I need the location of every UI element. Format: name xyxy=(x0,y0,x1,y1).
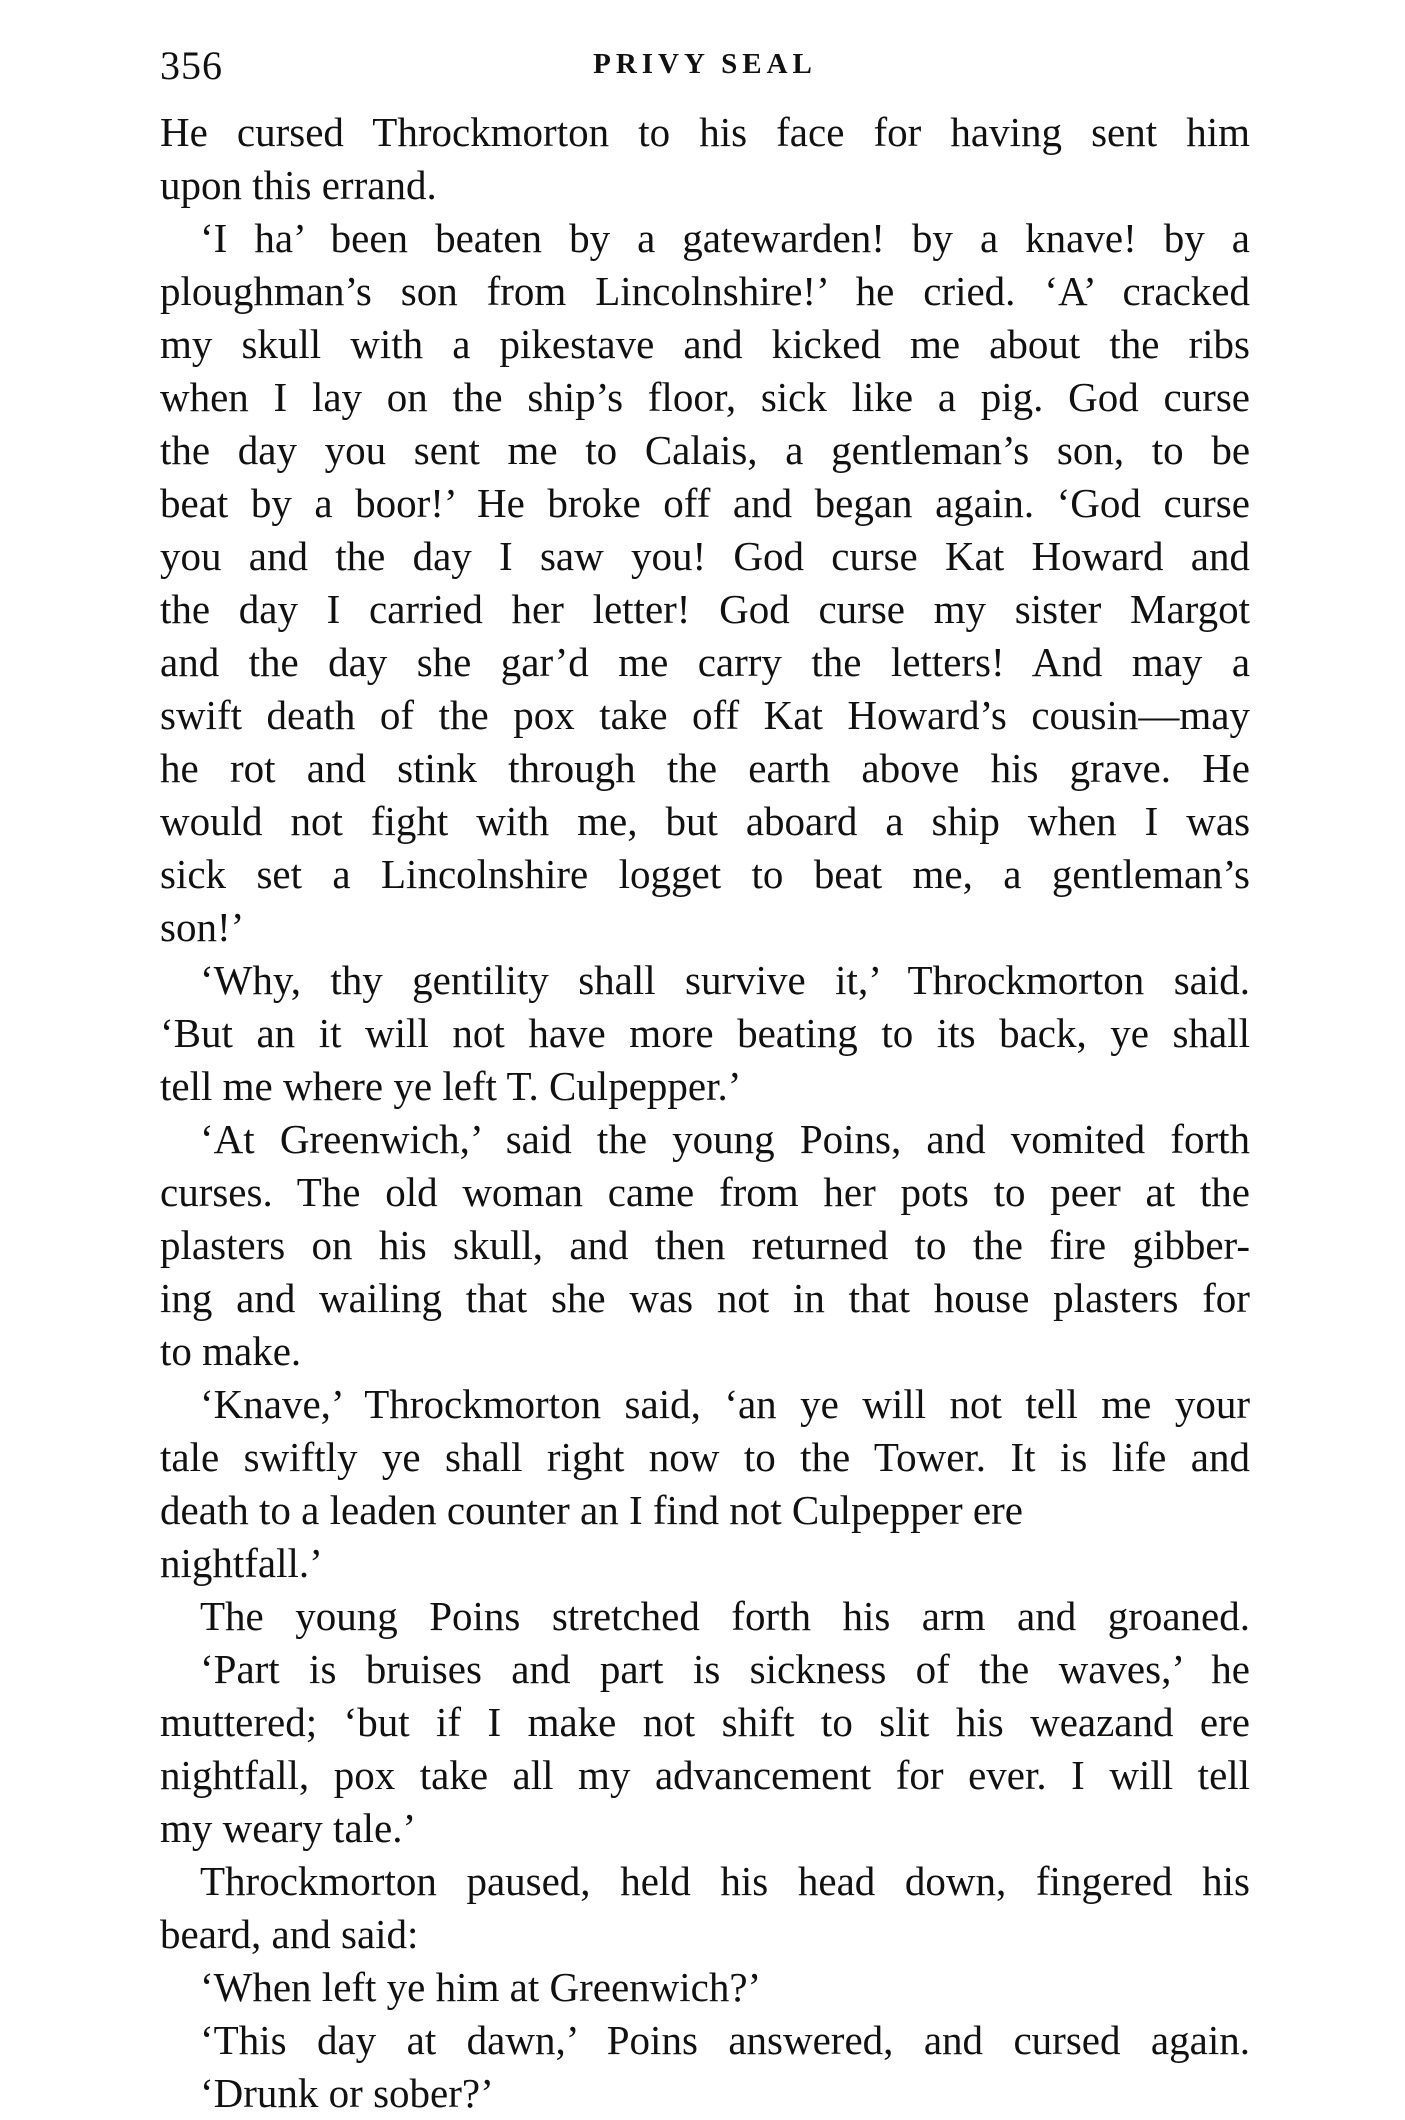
text-line: ing and wailing that she was not in that house plasters for xyxy=(160,1275,1250,1321)
text-line: tell me where ye left T. Culpepper.’ xyxy=(160,1063,742,1109)
paragraph xyxy=(160,1113,1250,1378)
text-line: ‘Part is bruises and part is sickness of the waves,’ he xyxy=(200,1646,1250,1692)
paragraph xyxy=(160,954,1250,1113)
text-line: swift death of the pox take off Kat Howard’s cousin—may xyxy=(160,692,1250,738)
text-line: death to a leaden counter an I find not Culpepper ere xyxy=(160,1487,1023,1533)
text-line: and the day she gar’d me carry the letters! And may a xyxy=(160,639,1251,685)
text-line: curses. The old woman came from her pots to peer at the xyxy=(160,1169,1250,1215)
paragraph xyxy=(160,1590,1250,1643)
text-line: ‘Why, thy gentility shall survive it,’ Throckmorton said. xyxy=(200,957,1251,1003)
text-line: He cursed Throckmorton to his face for having sent him xyxy=(160,109,1251,155)
text-line: my skull with a pikestave and kicked me about the ribs xyxy=(160,321,1250,367)
text-line: you and the day I saw you! God curse Kat Howard and xyxy=(160,533,1250,579)
text-line: tale swiftly ye shall right now to the Tower. It is life and xyxy=(160,1434,1250,1480)
paragraph xyxy=(160,1378,1250,1590)
text-line: ‘Knave,’ Throckmorton said, ‘an ye will not tell me your xyxy=(200,1381,1250,1427)
text-line: would not fight with me, but aboard a ship when I was xyxy=(160,798,1251,844)
text-line: Throckmorton paused, held his head down, fingered his xyxy=(200,1858,1250,1904)
text-line: The young Poins stretched forth his arm and groaned. xyxy=(200,1593,1250,1639)
text-line: beat by a boor!’ He broke off and began again. ‘God curse xyxy=(160,480,1250,526)
text-line: ploughman’s son from Lincolnshire!’ he cried. ‘A’ cracked xyxy=(160,268,1250,314)
text-line: beard, and said: xyxy=(160,1911,419,1957)
paragraph xyxy=(160,106,1250,212)
body-text xyxy=(160,106,1250,2120)
paragraph xyxy=(160,2067,1250,2120)
paragraph xyxy=(160,1961,1250,2014)
page-number: 356 xyxy=(160,43,223,88)
text-line: nightfall, pox take all my advancement for ever. I will tell xyxy=(160,1752,1251,1798)
text-line: the day you sent me to Calais, a gentleman’s son, to be xyxy=(160,427,1251,473)
text-line: my weary tale.’ xyxy=(160,1805,417,1851)
text-line: nightfall.’ xyxy=(160,1540,323,1586)
paragraph xyxy=(160,212,1250,954)
text-line: when I lay on the ship’s floor, sick like a pig. God curse xyxy=(160,374,1250,420)
text-line: ‘Drunk or sober?’ xyxy=(200,2070,494,2116)
text-line: ‘This day at dawn,’ Poins answered, and cursed again. xyxy=(200,2017,1250,2063)
text-line: ‘At Greenwich,’ said the young Poins, and vomited forth xyxy=(200,1116,1251,1162)
text-line: upon this errand. xyxy=(160,162,437,208)
paragraph xyxy=(160,1855,1250,1961)
text-line: sick set a Lincolnshire logget to beat me, a gentleman’s xyxy=(160,851,1251,897)
page-header xyxy=(160,42,1250,102)
text-line: muttered; ‘but if I make not shift to slit his weazand ere xyxy=(160,1699,1250,1745)
text-line: ‘But an it will not have more beating to its back, ye shall xyxy=(160,1010,1250,1056)
text-line: son!’ xyxy=(160,904,245,950)
text-line: he rot and stink through the earth above his grave. He xyxy=(160,745,1250,791)
paragraph xyxy=(160,2014,1250,2067)
text-line: ‘When left ye him at Greenwich?’ xyxy=(200,1964,762,2010)
paragraph xyxy=(160,1643,1250,1855)
text-line: plasters on his skull, and then returned to the fire gibber- xyxy=(160,1222,1251,1268)
text-line: the day I carried her letter! God curse my sister Margot xyxy=(160,586,1250,632)
text-line: ‘I ha’ been beaten by a gatewarden! by a knave! by a xyxy=(200,215,1250,261)
running-head: PRIVY SEAL xyxy=(593,48,817,80)
text-line: to make. xyxy=(160,1328,302,1374)
